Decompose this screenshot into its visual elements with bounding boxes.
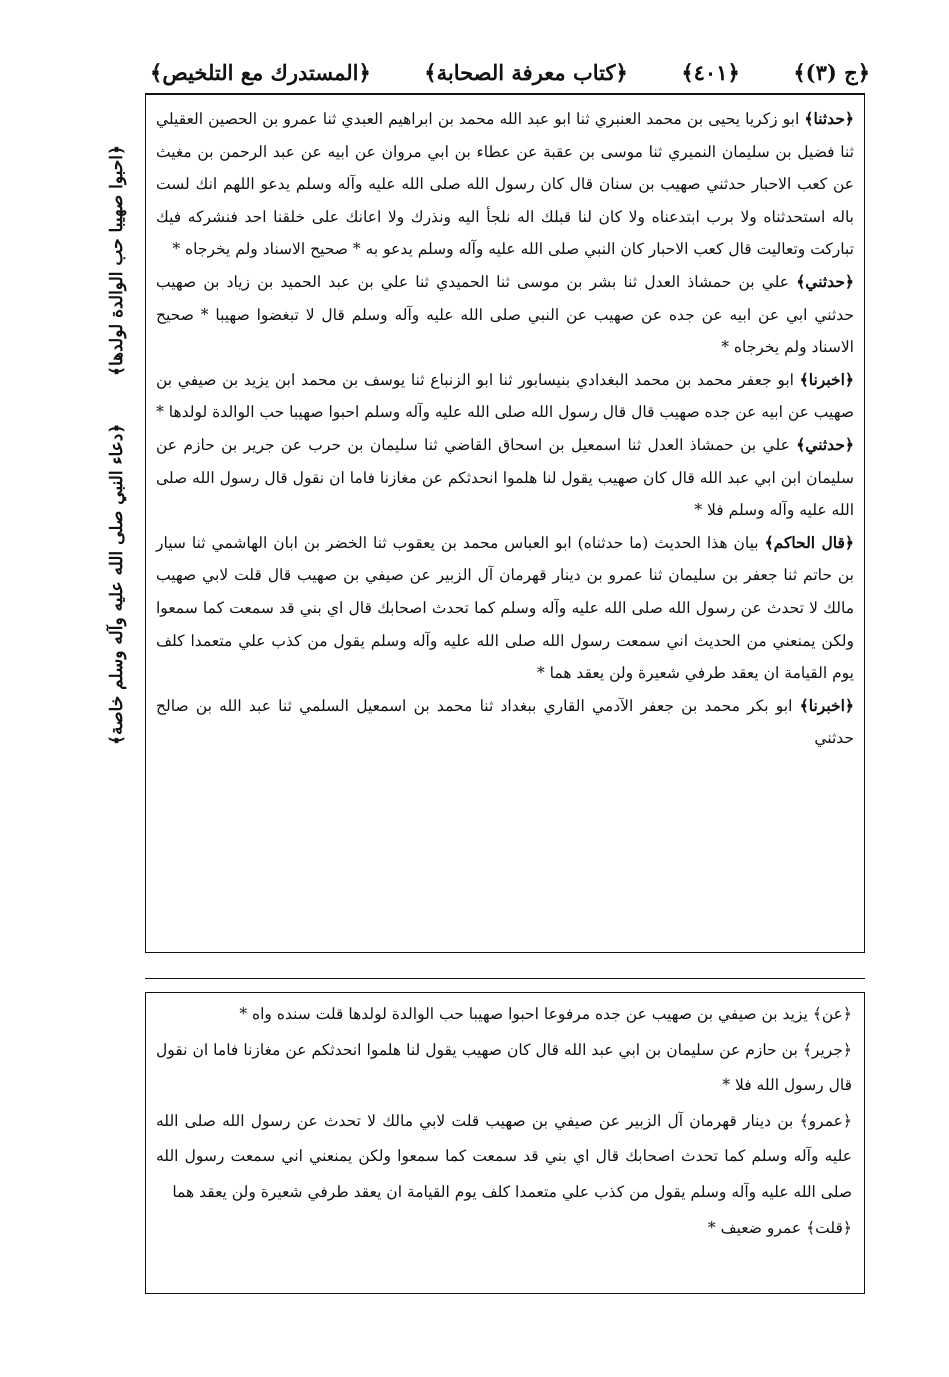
summary-notes [145, 992, 865, 1294]
main-text-frame [145, 93, 865, 953]
note-paragraph [156, 1211, 852, 1247]
hadith-paragraph [156, 364, 854, 429]
paragraph-text: بيان هذا الحديث (ما حدثناه) ابو العباس محمد بن يعقوب ثنا الخضر بن ابان الهاشمي ثنا سيار بن حاتم ثنا جعفر بن سليمان ثنا عمرو بن دينار قهرمان آل الزبير عن صيفي بن صهيب قال قلت لابي صهيب مالك لا تحدث عن رسول الله صلى الله عليه وآله وسلم كما تحدث اصحابك قال اي بني قد سمعت كما سمعوا ولكن يمنعني من الحديث اني سمعت رسول الله صلى الله عليه وآله وسلم يقول من كذب علي متعمدا كلف يوم القيامة ان يعقد طرفي شعيرة ولن يعقد هما * [156, 533, 854, 683]
note-paragraph [156, 1104, 852, 1211]
section-divider [145, 978, 865, 979]
hadith-paragraph [156, 690, 854, 755]
paragraph-text: علي بن حمشاذ العدل ثنا اسمعيل بن اسحاق القاضي ثنا سليمان بن حرب عن جرير بن حازم عن سليمان ابن ابي عبد الله قال كان صهيب يقول لنا هلموا انحدثكم عن مغازنا فاما ان نقول قال رسول الله صلى الله عليه وآله وسلم فلا * [156, 435, 854, 520]
paragraph-lead: ﴿اخبرنا﴾ [799, 369, 854, 389]
page-number: ﴿٤٠١﴾ [681, 59, 740, 85]
margin-note-upper: ﴿دعاء النبي صلى الله عليه وآله وسلم خاصة﴾ [106, 423, 127, 745]
paragraph-lead: ﴿اخبرنا﴾ [799, 695, 854, 715]
hadith-paragraph [156, 429, 854, 527]
paragraph-text: ابو زكريا يحيى بن محمد العنبري ثنا ابو عبد الله محمد بن ابراهيم العبدي ثنا عمرو بن الحصين العقيلي ثنا فضيل بن سليمان النميري ثنا موسى بن عقبة عن عطاء بن ابي مروان عن ابيه عن عبد الرحمن بن مغيث عن كعب الاحبار حدثني صهيب بن سنان قال كان رسول الله صلى الله عليه وآله وسلم يدعو اللهم انك لست باله استحدثناه ولا برب ابتدعناه ولا كان لنا قبلك اله نلجأ اليه ونذرك ولا اعانك على خلقنا احد فنشركه فيك تباركت وتعاليت قال كعب الاحبار كان النبي صلى الله عليه وآله وسلم يدعو به * صحيح الاسناد ولم يخرجاه * [156, 110, 854, 259]
paragraph-text: ابو بكر محمد بن جعفر الآدمي القاري ببغداد ثنا محمد بن اسمعيل السلمي ثنا عبد الله بن صالح حدثني [156, 696, 854, 748]
main-text [146, 95, 866, 755]
note-paragraph [156, 1033, 852, 1104]
book-title: ﴿المستدرك مع التلخيص﴾ [150, 59, 371, 85]
page-header [150, 52, 870, 92]
note-lead: ﴿قلت﴾ [806, 1218, 852, 1237]
hadith-paragraph [156, 266, 854, 364]
note-paragraph [156, 997, 852, 1033]
note-text: يزيد بن صيفي بن صهيب عن جده مرفوعا احبوا صهيبا حب الوالدة لولدها قلت سنده واه * [239, 1005, 808, 1023]
paragraph-lead: ﴿حدثني﴾ [796, 434, 854, 454]
margin-notes [96, 140, 136, 750]
paragraph-lead: ﴿حدثنا﴾ [804, 109, 854, 128]
hadith-paragraph [156, 527, 854, 690]
note-lead: ﴿عن﴾ [812, 1005, 852, 1023]
paragraph-lead: ﴿حدثني﴾ [796, 271, 854, 291]
margin-note-lower: ﴿احبوا صهيبا حب الوالدة لولدها﴾ [106, 145, 127, 377]
paragraph-lead: ﴿قال الحاكم﴾ [764, 532, 855, 552]
hadith-paragraph [156, 103, 854, 266]
paragraph-text: علي بن حمشاذ العدل ثنا بشر بن موسى ثنا الحميدي ثنا علي بن عبد الحميد بن زياد بن صهيب حدثني ابي عن ابيه عن جده عن صهيب عن النبي صلى الله عليه وآله وسلم قال لا تبغضوا صهيبا * صحيح الاسناد ولم يخرجاه * [156, 272, 854, 357]
chapter-title: ﴿كتاب معرفة الصحابة﴾ [424, 59, 628, 85]
note-text: بن حازم عن سليمان بن ابي عبد الله قال كان صهيب يقول لنا هلموا انحدثكم عن مغازنا فاما ان نقول قال رسول الله فلا * [156, 1040, 852, 1095]
note-text: عمرو ضعيف * [707, 1218, 802, 1237]
note-lead: ﴿جرير﴾ [802, 1040, 852, 1059]
volume-number: ﴿ج (٣)﴾ [793, 59, 870, 85]
paragraph-text: ابو جعفر محمد بن محمد البغدادي بنيسابور ثنا ابو الزنباع ثنا يوسف بن محمد ابن يزيد بن صيفي بن صهيب عن ابيه عن جده صهيب قال قال رسول الله صلى الله عليه وآله وسلم احبوا صهيبا حب الوالدة لولدها * [156, 370, 854, 422]
note-lead: ﴿عمرو﴾ [799, 1111, 852, 1130]
note-text: بن دينار قهرمان آل الزبير عن صيفي بن صهيب قلت لابي مالك لا تحدث عن رسول الله صلى الله عليه وآله وسلم كما تحدث اصحابك قال اي بني قد سمعت كما سمعوا ولكن يمنعني اني سمعت رسول الله صلى الله عليه وآله وسلم يقول من كذب علي متعمدا كلف يوم القيامة ان يعقد طرفي شعيرة ولن يعقد هما [156, 1111, 852, 1201]
